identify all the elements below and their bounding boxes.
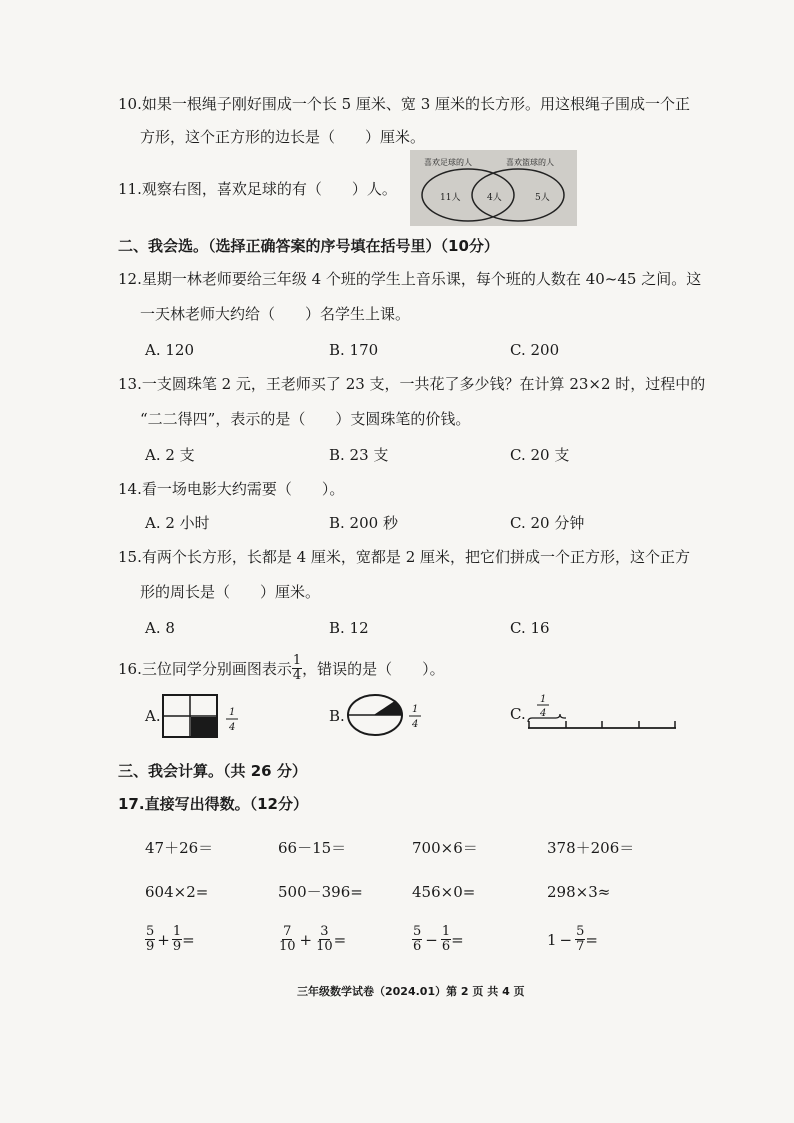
- q16-figure-a: [162, 694, 252, 740]
- q16-prefix: 16.三位同学分别画图表示: [118, 660, 292, 678]
- venn-right-title: 喜欢篮球的人: [506, 158, 554, 167]
- calc-r3-3: $\frac{5}{6}$ − $\frac{1}{6}$ =: [413, 924, 464, 954]
- q15-line1: 15.有两个长方形，长都是 4 厘米，宽都是 2 厘米，把它们拼成一个正方形，这个正方: [118, 548, 691, 566]
- q14-option-a: A. 2 小时: [145, 514, 210, 532]
- q11-text: 11.观察右图，喜欢足球的有（ ）人。: [118, 180, 397, 198]
- calc-r2-1: 604×2=: [145, 883, 209, 901]
- q16-fig-a-den: 4: [229, 722, 236, 733]
- q16-fig-b-den: 4: [412, 719, 419, 730]
- q14-option-c: C. 20 分钟: [510, 514, 585, 532]
- venn-right-only: 5人: [535, 193, 550, 203]
- q13-option-c: C. 20 支: [510, 446, 570, 464]
- q13-option-b: B. 23 支: [329, 446, 389, 464]
- q16-frac-num: 1: [292, 653, 302, 668]
- calc-r1-1: 47＋26＝: [145, 839, 214, 857]
- calc-r2-2: 500－396=: [278, 883, 363, 901]
- calc-r3-1: $\frac{5}{9}$ + $\frac{1}{9}$ =: [146, 924, 195, 954]
- q15-option-a: A. 8: [145, 619, 175, 637]
- page-footer: 三年级数学试卷（2024.01）第 2 页 共 4 页: [297, 985, 525, 998]
- q12-line2: 一天林老师大约给（ ）名学生上课。: [140, 305, 411, 323]
- q16-fig-c-num: 1: [540, 694, 547, 705]
- q12-option-c: C. 200: [510, 341, 560, 359]
- q16-option-b-label: B.: [329, 707, 345, 725]
- q12-line1: 12.星期一林老师要给三年级 4 个班的学生上音乐课，每个班的人数在 40~45 之间。这: [118, 270, 702, 288]
- q17-title: 17.直接写出得数。（12分）: [118, 795, 308, 813]
- calc-r1-2: 66－15＝: [278, 839, 347, 857]
- q16-figure-b: [346, 692, 431, 740]
- calc-r3-4: 1 − $\frac{5}{7}$ =: [547, 924, 598, 954]
- calc-r3-2: $\frac{7}{10}$ + $\frac{3}{10}$ =: [279, 924, 347, 954]
- q16-option-c-label: C.: [510, 705, 526, 723]
- venn-both: 4人: [487, 193, 502, 203]
- q13-option-a: A. 2 支: [145, 446, 195, 464]
- venn-left-only: 11人: [440, 193, 461, 203]
- q13-line2: “二二得四”，表示的是（ ）支圆珠笔的价钱。: [140, 410, 471, 428]
- q12-option-b: B. 170: [329, 341, 379, 359]
- calc-r1-4: 378＋206＝: [547, 839, 635, 857]
- q12-option-a: A. 120: [145, 341, 194, 359]
- venn-left-title: 喜欢足球的人: [424, 158, 472, 167]
- calc-r1-3: 700×6＝: [412, 839, 478, 857]
- q15-line2: 形的周长是（ ）厘米。: [140, 583, 321, 601]
- q13-line1: 13.一支圆珠笔 2 元，王老师买了 23 支，一共花了多少钱？在计算 23×2 时，过程中的: [118, 375, 706, 393]
- section3-title: 三、我会计算。（共 26 分）: [118, 762, 307, 780]
- q16-fig-a-num: 1: [229, 707, 236, 718]
- q16-fig-b-num: 1: [412, 704, 419, 715]
- q16-option-a-label: A.: [145, 707, 161, 725]
- q16-fraction: [292, 654, 302, 683]
- q15-option-c: C. 16: [510, 619, 550, 637]
- q16-frac-den: 4: [292, 668, 302, 683]
- q16-suffix: ，错误的是（ ）。: [302, 660, 445, 678]
- q16-fig-c-den: 4: [540, 708, 547, 719]
- q10-line2: 方形，这个正方形的边长是（ ）厘米。: [140, 128, 426, 146]
- section2-title: 二、我会选。（选择正确答案的序号填在括号里）（10分）: [118, 237, 499, 255]
- calc-r2-4: 298×3≈: [547, 883, 611, 901]
- calc-r2-3: 456×0=: [412, 883, 476, 901]
- q10-line1: 10.如果一根绳子刚好围成一个长 5 厘米、宽 3 厘米的长方形。用这根绳子围成一个正: [118, 95, 691, 113]
- q14-line1: 14.看一场电影大约需要（ ）。: [118, 480, 345, 498]
- q15-option-b: B. 12: [329, 619, 369, 637]
- q16-question: [118, 654, 445, 683]
- q14-option-b: B. 200 秒: [329, 514, 398, 532]
- q16-figure-c: [526, 690, 682, 736]
- venn-diagram: [410, 150, 577, 226]
